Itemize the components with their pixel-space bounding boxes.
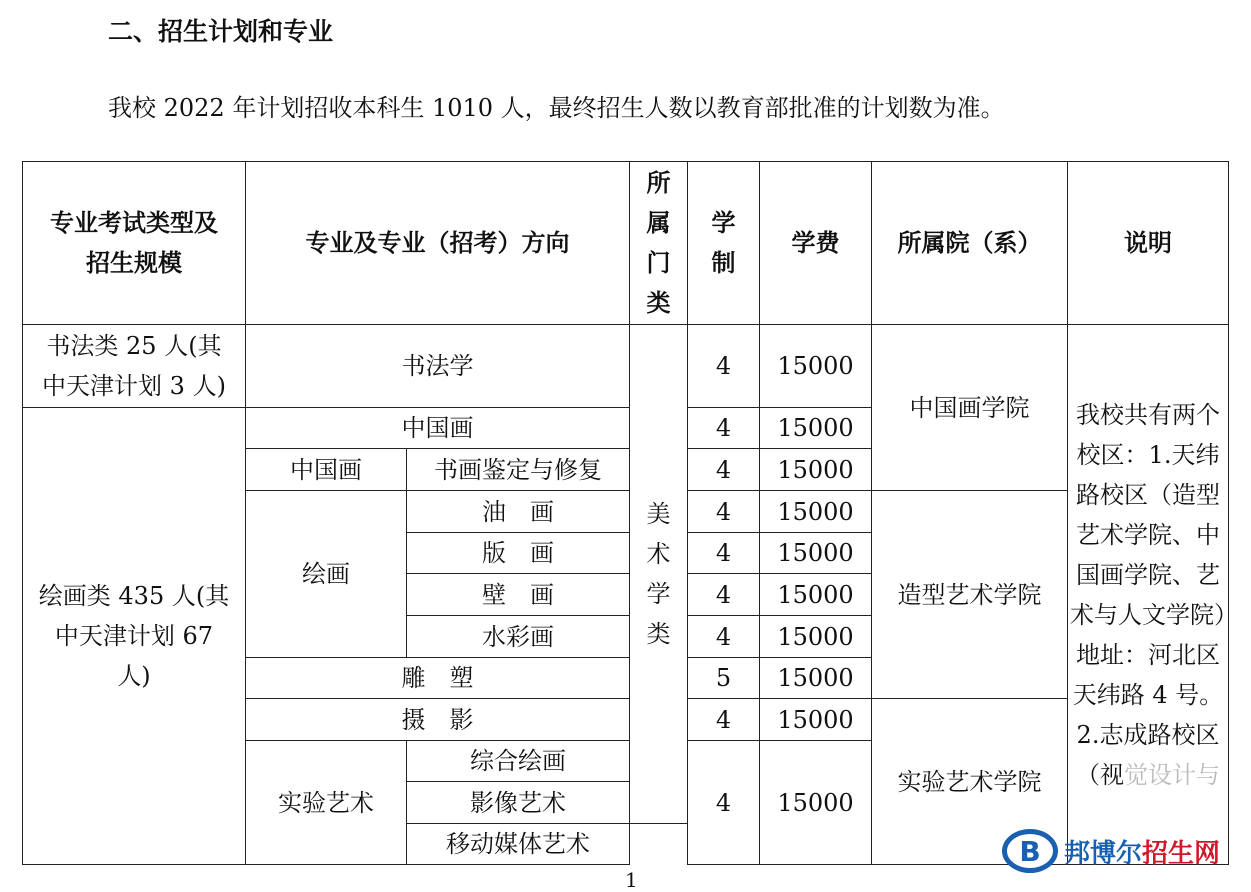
page-number: 1	[625, 868, 638, 892]
major-shuhua: 书画鉴定与修复	[407, 449, 630, 491]
major-sheying: 摄 影	[246, 699, 630, 741]
table-row	[23, 325, 1229, 408]
group-painting-line2: 中天津计划 67	[54, 622, 214, 650]
watermark-text-b: 招生网	[1142, 838, 1221, 869]
years-cell: 4	[688, 325, 760, 408]
major-group-huihua: 绘画	[246, 491, 407, 658]
fee-cell: 15000	[760, 699, 872, 741]
group-painting-line3: 人)	[117, 662, 151, 690]
admission-plan-table	[22, 161, 1229, 865]
years-cell: 4	[688, 408, 760, 449]
header-category	[630, 162, 688, 325]
group-calligraphy	[23, 325, 246, 408]
major-yingxiang: 影像艺术	[407, 782, 630, 824]
watermark-text-a: 邦博尔	[1064, 838, 1143, 869]
header-exam-type	[23, 162, 246, 325]
major-shuicai: 水彩画	[407, 616, 630, 658]
header-exam-type-line1: 专业考试类型及	[50, 209, 218, 237]
section-title: 二、招生计划和专业	[108, 17, 334, 46]
header-fee: 学费	[760, 162, 872, 325]
note-cell	[1068, 325, 1229, 865]
major-shufa: 书法学	[246, 325, 630, 408]
group-calligraphy-line1: 书法类 25 人(其	[46, 332, 222, 360]
header-major: 专业及专业（招考）方向	[246, 162, 630, 325]
fee-cell: 15000	[760, 574, 872, 616]
years-cell: 4	[688, 574, 760, 616]
college-zhongguohua: 中国画学院	[872, 325, 1068, 491]
years-cell: 5	[688, 658, 760, 699]
category-cell	[630, 325, 688, 824]
fee-cell: 15000	[760, 408, 872, 449]
note-text: 我校共有两个校区：1.天纬路校区（造型艺术学院、中国画学院、艺术与人文学院）地址：河北区天纬路 4 号。2.志成路校区（视	[1070, 400, 1226, 789]
group-painting-line1: 绘画类 435 人(其	[38, 582, 230, 610]
fee-cell: 15000	[760, 658, 872, 699]
major-banhua: 版 画	[407, 533, 630, 574]
major-zonghe: 综合绘画	[407, 741, 630, 782]
years-cell: 4	[688, 449, 760, 491]
group-calligraphy-line2: 中天津计划 3 人)	[42, 372, 226, 400]
fee-cell: 15000	[760, 533, 872, 574]
college-shiyan: 实验艺术学院	[872, 699, 1068, 865]
major-group-shiyan: 实验艺术	[246, 741, 407, 865]
fee-cell: 15000	[760, 449, 872, 491]
years-cell: 4	[688, 533, 760, 574]
header-category-text: 所属门类	[646, 169, 671, 317]
years-cell: 4	[688, 699, 760, 741]
years-cell: 4	[688, 491, 760, 533]
fee-cell: 15000	[760, 491, 872, 533]
watermark	[1002, 824, 1247, 878]
years-cell: 4	[688, 741, 760, 865]
note-text-cut: 觉设计与	[1124, 760, 1220, 789]
years-cell: 4	[688, 616, 760, 658]
watermark-logo-icon: B	[1002, 829, 1058, 873]
header-row	[23, 162, 1229, 325]
major-zhongguohua: 中国画	[246, 408, 630, 449]
header-college: 所属院（系）	[872, 162, 1068, 325]
header-years	[688, 162, 760, 325]
major-youhua: 油 画	[407, 491, 630, 533]
fee-cell: 15000	[760, 741, 872, 865]
header-years-text: 学制	[711, 209, 736, 277]
header-note: 说明	[1068, 162, 1229, 325]
category-text: 美术学类	[646, 500, 671, 648]
intro-paragraph: 我校 2022 年计划招收本科生 1010 人，最终招生人数以教育部批准的计划数为准。	[108, 94, 1005, 122]
major-yidong: 移动媒体艺术	[407, 824, 630, 865]
major-bihua: 壁 画	[407, 574, 630, 616]
major-diaosu: 雕 塑	[246, 658, 630, 699]
watermark-text	[1064, 833, 1220, 870]
fee-cell: 15000	[760, 616, 872, 658]
fee-cell: 15000	[760, 325, 872, 408]
college-zaoxing: 造型艺术学院	[872, 491, 1068, 699]
group-painting	[23, 408, 246, 865]
major-group-zhongguohua: 中国画	[246, 449, 407, 491]
header-exam-type-line2: 招生规模	[86, 249, 182, 277]
